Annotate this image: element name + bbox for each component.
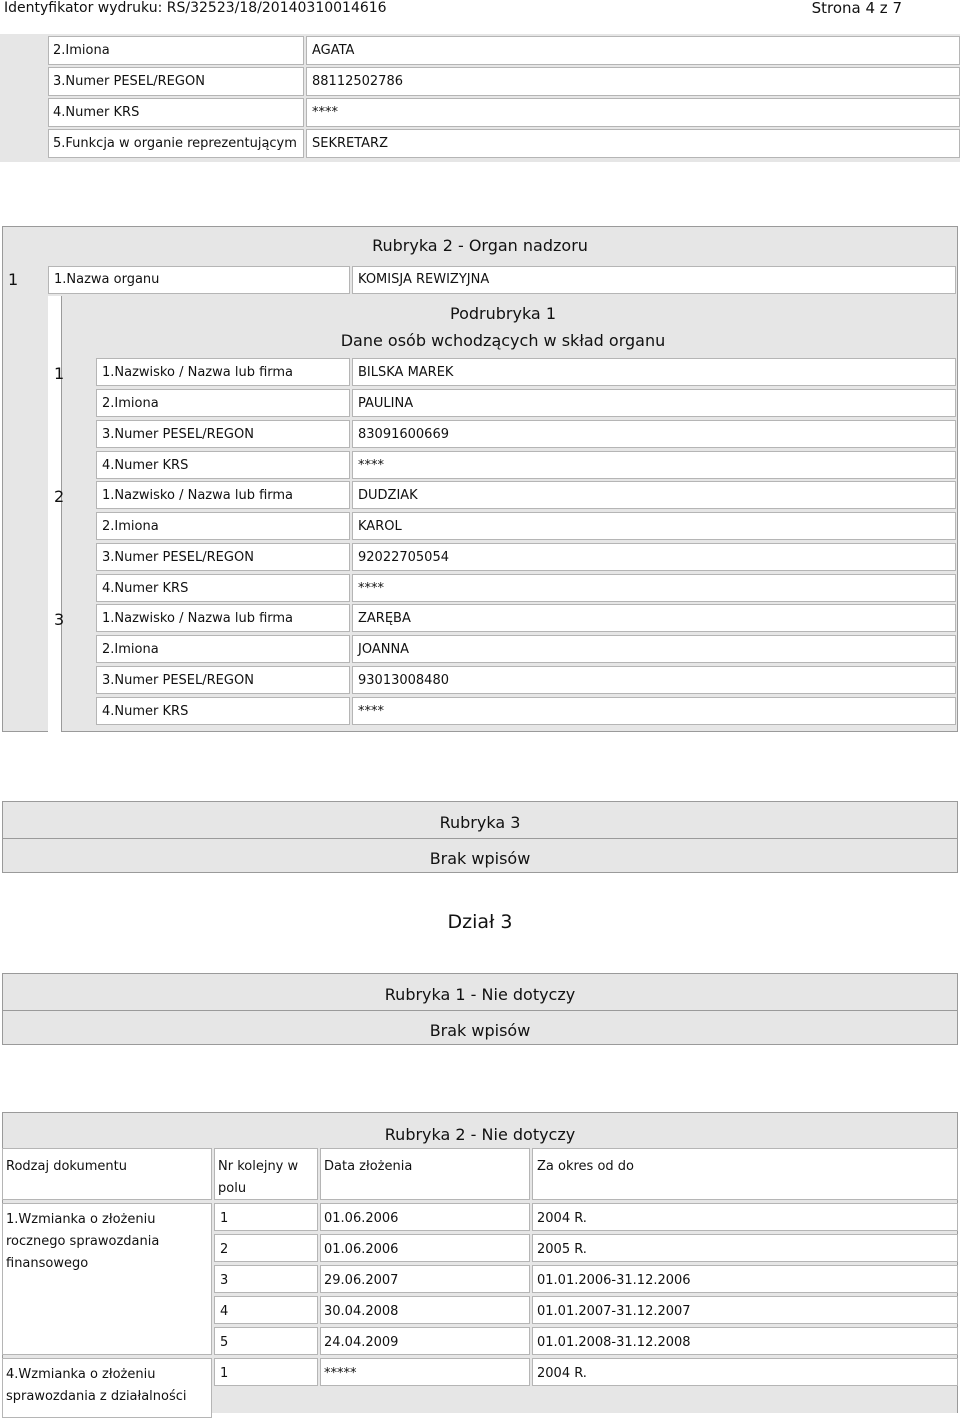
field-label: 2.Imiona [102, 642, 159, 657]
row-number: 1 [220, 1211, 229, 1226]
column-header: Nr kolejny w polu [218, 1159, 299, 1196]
column-header: Rodzaj dokumentu [6, 1159, 127, 1174]
field-label: 2.Imiona [53, 43, 110, 58]
field-label: 3.Numer PESEL/REGON [102, 550, 254, 565]
row-number: 2 [220, 1242, 229, 1257]
period: 01.01.2007-31.12.2007 [537, 1304, 691, 1319]
field-value: BILSKA MAREK [358, 365, 454, 380]
entry-index: 1 [8, 270, 19, 289]
section-title: Rubryka 2 - Nie dotyczy [384, 1125, 576, 1144]
field-label: 3.Numer PESEL/REGON [102, 427, 254, 442]
field-value: **** [358, 458, 384, 473]
division-title: Dział 3 [447, 911, 513, 933]
subsection-title: Podrubryka 1 [450, 304, 556, 323]
subsection-subtitle: Dane osób wchodzących w skład organu [340, 331, 666, 350]
document-type: 1.Wzmianka o złożeniu rocznego sprawozdania finansowego [6, 1212, 160, 1271]
period: 01.01.2008-31.12.2008 [537, 1335, 691, 1350]
field-value: 88112502786 [312, 74, 403, 89]
field-value: 93013008480 [358, 673, 449, 688]
field-label: 4.Numer KRS [102, 458, 189, 473]
person-index: 3 [54, 610, 65, 629]
column-header: Za okres od do [537, 1159, 634, 1174]
filing-date: 01.06.2006 [324, 1211, 399, 1226]
row-number: 1 [220, 1366, 229, 1381]
field-label: 2.Imiona [102, 396, 159, 411]
field-value: 83091600669 [358, 427, 449, 442]
page-number: Strona 4 z 7 [811, 0, 902, 17]
row-number: 4 [220, 1304, 229, 1319]
field-value: SEKRETARZ [312, 136, 389, 151]
document-type: 4.Wzmianka o złożeniu sprawozdania z działalności [6, 1367, 187, 1404]
field-value: KOMISJA REWIZYJNA [358, 272, 490, 287]
section-title: Rubryka 1 - Nie dotyczy [384, 985, 576, 1004]
field-label: 2.Imiona [102, 519, 159, 534]
section-note: Brak wpisów [429, 849, 531, 868]
field-label: 1.Nazwisko / Nazwa lub firma [102, 488, 294, 503]
field-label: 3.Numer PESEL/REGON [102, 673, 254, 688]
section-note: Brak wpisów [429, 1021, 531, 1040]
field-label: 5.Funkcja w organie reprezentującym [53, 136, 297, 151]
section-title: Rubryka 2 - Organ nadzoru [372, 236, 588, 255]
filing-date: 24.04.2009 [324, 1335, 399, 1350]
field-label: 4.Numer KRS [53, 105, 140, 120]
filing-date: 01.06.2006 [324, 1242, 399, 1257]
column-header: Data złożenia [324, 1159, 413, 1174]
section-title: Rubryka 3 [439, 813, 521, 832]
filing-date: 29.06.2007 [324, 1273, 399, 1288]
field-value: JOANNA [358, 642, 410, 657]
field-value: **** [312, 105, 338, 120]
field-label: 4.Numer KRS [102, 704, 189, 719]
field-label: 1.Nazwisko / Nazwa lub firma [102, 611, 294, 626]
field-value: ZARĘBA [358, 611, 411, 626]
period: 2005 R. [537, 1242, 587, 1257]
field-value: AGATA [312, 43, 355, 58]
field-value: KAROL [358, 519, 402, 534]
field-value: 92022705054 [358, 550, 449, 565]
filing-date: 30.04.2008 [324, 1304, 399, 1319]
field-label: 3.Numer PESEL/REGON [53, 74, 205, 89]
field-value: **** [358, 704, 384, 719]
filing-date: ***** [324, 1366, 357, 1381]
period: 01.01.2006-31.12.2006 [537, 1273, 691, 1288]
print-identifier: Identyfikator wydruku: RS/32523/18/20140310014616 [4, 0, 387, 16]
person-index: 1 [54, 364, 65, 383]
period: 2004 R. [537, 1211, 587, 1226]
field-value: **** [358, 581, 384, 596]
field-label: 1.Nazwa organu [54, 272, 160, 287]
field-label: 4.Numer KRS [102, 581, 189, 596]
field-label: 1.Nazwisko / Nazwa lub firma [102, 365, 294, 380]
person-index: 2 [54, 487, 65, 506]
field-value: PAULINA [358, 396, 414, 411]
field-value: DUDZIAK [358, 488, 418, 503]
period: 2004 R. [537, 1366, 587, 1381]
row-number: 5 [220, 1335, 229, 1350]
row-number: 3 [220, 1273, 229, 1288]
